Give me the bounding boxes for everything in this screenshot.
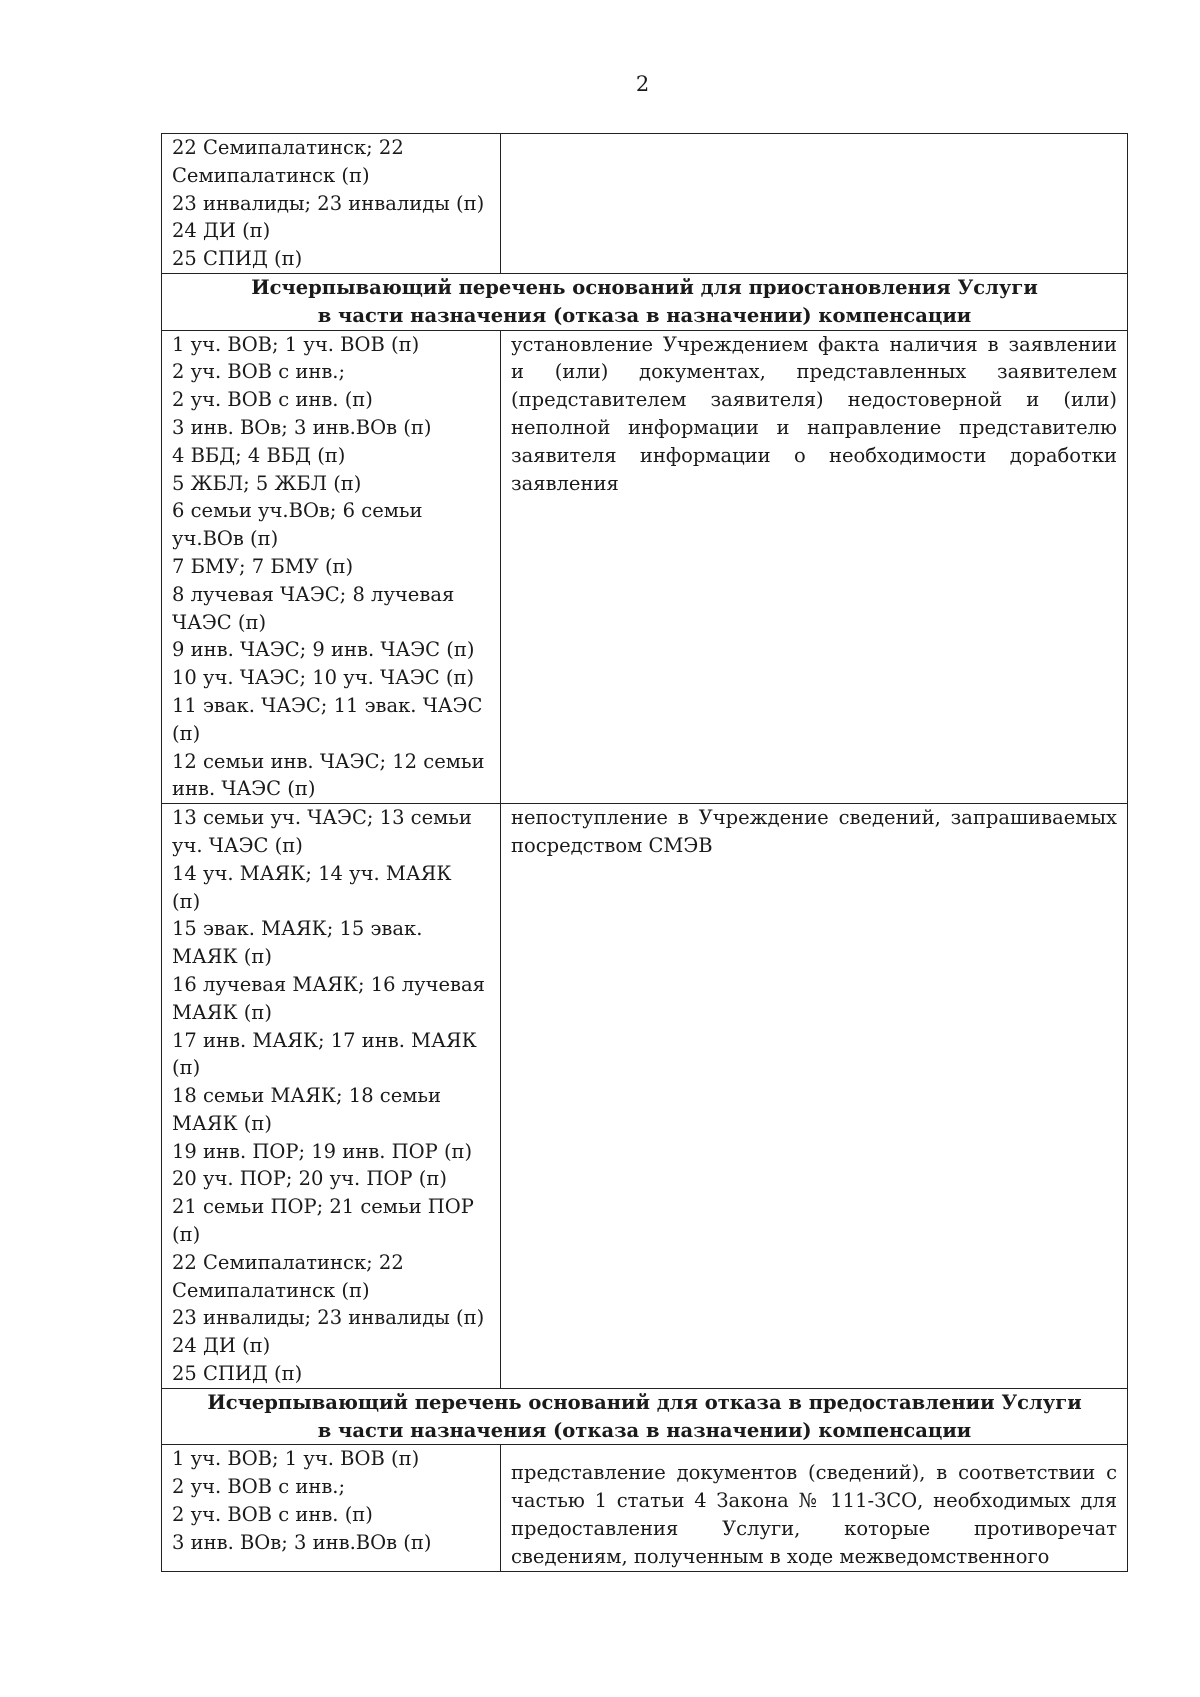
category-line: 25 СПИД (п) [172,1362,303,1386]
ground-text-cell: представление документов (сведений), в соответствии с частью 1 статьи 4 Закона № 111-ЗСО, необходимых для предоставления Услуги, которые противоречат сведениям, полученным в ходе межведомственного [501,1445,1128,1571]
category-line: МАЯК (п) [172,945,272,969]
category-line: МАЯК (п) [172,1000,272,1024]
category-line: 1 уч. ВОВ; 1 уч. ВОВ (п) [172,332,420,356]
recipient-categories-cell [162,1445,501,1571]
category-line: ЧАЭС (п) [172,610,267,634]
table-row [162,330,1128,804]
suspension-grounds-heading [162,273,1128,330]
category-line: 2 уч. ВОВ с инв.; [172,360,346,384]
table-row [162,134,1128,274]
category-line: 24 ДИ (п) [172,1334,271,1358]
category-line: уч.ВОв (п) [172,527,279,551]
category-line: 2 уч. ВОВ с инв.; [172,1475,346,1499]
category-line: 14 уч. МАЯК; 14 уч. МАЯК [172,861,452,885]
category-line: 6 семьи уч.ВОв; 6 семьи [172,499,423,523]
category-line: 16 лучевая МАЯК; 16 лучевая [172,972,485,996]
category-line: 15 эвак. МАЯК; 15 эвак. [172,917,423,941]
grounds-table [161,133,1128,1572]
category-line: (п) [172,1223,201,1247]
table-row [162,804,1128,1389]
table-row [162,1445,1128,1571]
category-line: 22 Семипалатинск; 22 [172,1250,404,1274]
recipient-categories-cell [162,134,501,274]
category-line: (п) [172,889,201,913]
category-line: 10 уч. ЧАЭС; 10 уч. ЧАЭС (п) [172,666,475,690]
refusal-grounds-heading [162,1388,1128,1445]
ground-text-cell: установление Учреждением факта наличия в заявлении и (или) документах, представленных заявителем (представителем заявителя) недостоверной и (или) неполной информации и направление представителю заявителя информации о необходимости доработки заявления [501,330,1128,804]
category-line: 19 инв. ПОР; 19 инв. ПОР (п) [172,1139,473,1163]
category-line: 3 инв. ВОв; 3 инв.ВОв (п) [172,415,432,439]
category-line: 11 эвак. ЧАЭС; 11 эвак. ЧАЭС [172,693,483,717]
heading-line: в части назначения (отказа в назначении) компенсации [317,1418,972,1442]
category-line: МАЯК (п) [172,1111,272,1135]
page-number: 2 [635,72,650,96]
category-line: 13 семьи уч. ЧАЭС; 13 семьи [172,806,472,830]
category-line: 2 уч. ВОВ с инв. (п) [172,388,373,412]
heading-line: Исчерпывающий перечень оснований для приостановления Услуги [251,275,1038,299]
category-line: инв. ЧАЭС (п) [172,777,316,801]
category-line: 5 ЖБЛ; 5 ЖБЛ (п) [172,471,362,495]
category-line: 20 уч. ПОР; 20 уч. ПОР (п) [172,1167,447,1191]
category-line: 12 семьи инв. ЧАЭС; 12 семьи [172,749,485,773]
heading-line: Исчерпывающий перечень оснований для отказа в предоставлении Услуги [207,1390,1082,1414]
category-line: 7 БМУ; 7 БМУ (п) [172,554,354,578]
category-line: 25 СПИД (п) [172,247,303,271]
category-line: 4 ВБД; 4 ВБД (п) [172,443,346,467]
category-line: Семипалатинск (п) [172,163,370,187]
category-line: 1 уч. ВОВ; 1 уч. ВОВ (п) [172,1447,420,1471]
ground-text-cell [501,134,1128,274]
category-line: 18 семьи МАЯК; 18 семьи [172,1084,442,1108]
section-header-row [162,273,1128,330]
category-line: 8 лучевая ЧАЭС; 8 лучевая [172,582,455,606]
category-line: 17 инв. МАЯК; 17 инв. МАЯК [172,1028,477,1052]
category-line: 21 семьи ПОР; 21 семьи ПОР [172,1195,474,1219]
ground-text-cell: непоступление в Учреждение сведений, запрашиваемых посредством СМЭВ [501,804,1128,1389]
category-line: Семипалатинск (п) [172,1278,370,1302]
category-line: 9 инв. ЧАЭС; 9 инв. ЧАЭС (п) [172,638,475,662]
recipient-categories-cell [162,330,501,804]
category-line: (п) [172,721,201,745]
category-line: 2 уч. ВОВ с инв. (п) [172,1503,373,1527]
category-line: 24 ДИ (п) [172,219,271,243]
recipient-categories-cell [162,804,501,1389]
category-line: уч. ЧАЭС (п) [172,833,303,857]
category-line: 22 Семипалатинск; 22 [172,136,404,159]
category-line: 23 инвалиды; 23 инвалиды (п) [172,191,485,215]
section-header-row [162,1388,1128,1445]
category-line: 3 инв. ВОв; 3 инв.ВОв (п) [172,1530,432,1554]
category-line: (п) [172,1056,201,1080]
heading-line: в части назначения (отказа в назначении) компенсации [317,303,972,327]
category-line: 23 инвалиды; 23 инвалиды (п) [172,1306,485,1330]
